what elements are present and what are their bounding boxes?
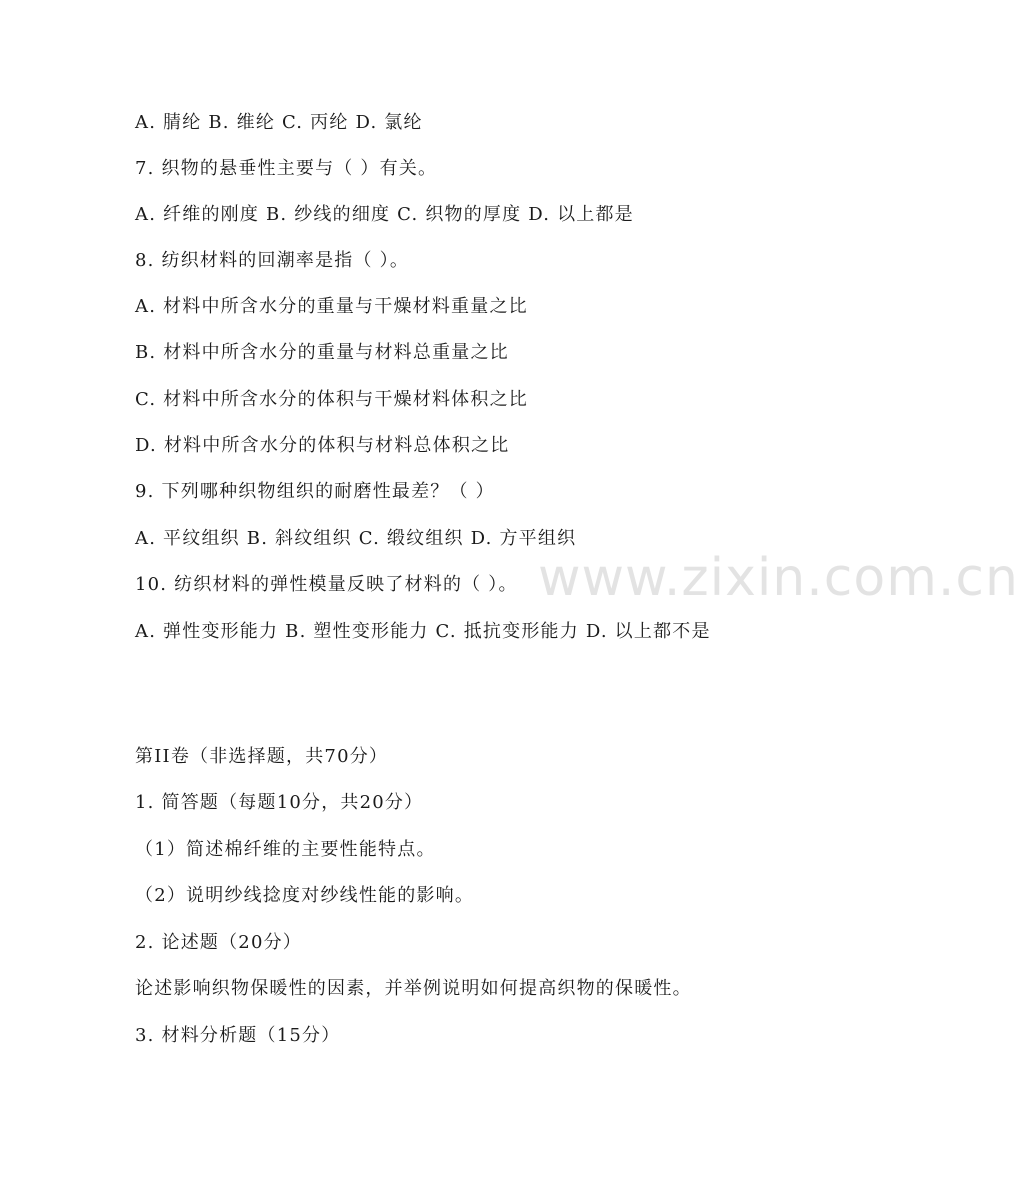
- q6-options: A. 腈纶 B. 维纶 C. 丙纶 D. 氯纶: [135, 112, 423, 133]
- q7-question: 7. 织物的悬垂性主要与（ ）有关。: [135, 158, 438, 179]
- q8-question: 8. 纺织材料的回潮率是指（ ）。: [135, 250, 410, 271]
- short-answer-q2: （2）说明纱线捻度对纱线性能的影响。: [135, 885, 475, 906]
- q8-option-a: A. 材料中所含水分的重量与干燥材料重量之比: [135, 296, 528, 317]
- short-answer-q1: （1）简述棉纤维的主要性能特点。: [135, 839, 436, 860]
- material-analysis-heading: 3. 材料分析题（15分）: [135, 1025, 341, 1046]
- q9-options: A. 平纹组织 B. 斜纹组织 C. 缎纹组织 D. 方平组织: [135, 528, 577, 549]
- q8-option-b: B. 材料中所含水分的重量与材料总重量之比: [135, 342, 509, 363]
- watermark: www.zixin.com.cn: [538, 548, 1019, 608]
- q10-options: A. 弹性变形能力 B. 塑性变形能力 C. 抵抗变形能力 D. 以上都不是: [135, 621, 711, 642]
- q7-options: A. 纤维的刚度 B. 纱线的细度 C. 织物的厚度 D. 以上都是: [135, 204, 634, 225]
- q9-question: 9. 下列哪种织物组织的耐磨性最差？（ ）: [135, 481, 495, 502]
- section-ii-title: 第II卷（非选择题，共70分）: [135, 746, 389, 767]
- q8-option-d: D. 材料中所含水分的体积与材料总体积之比: [135, 435, 510, 456]
- essay-prompt: 论述影响织物保暖性的因素，并举例说明如何提高织物的保暖性。: [135, 978, 692, 999]
- essay-heading: 2. 论述题（20分）: [135, 932, 302, 953]
- q10-question: 10. 纺织材料的弹性模量反映了材料的（ ）。: [135, 574, 518, 595]
- short-answer-heading: 1. 简答题（每题10分，共20分）: [135, 792, 424, 813]
- q8-option-c: C. 材料中所含水分的体积与干燥材料体积之比: [135, 389, 528, 410]
